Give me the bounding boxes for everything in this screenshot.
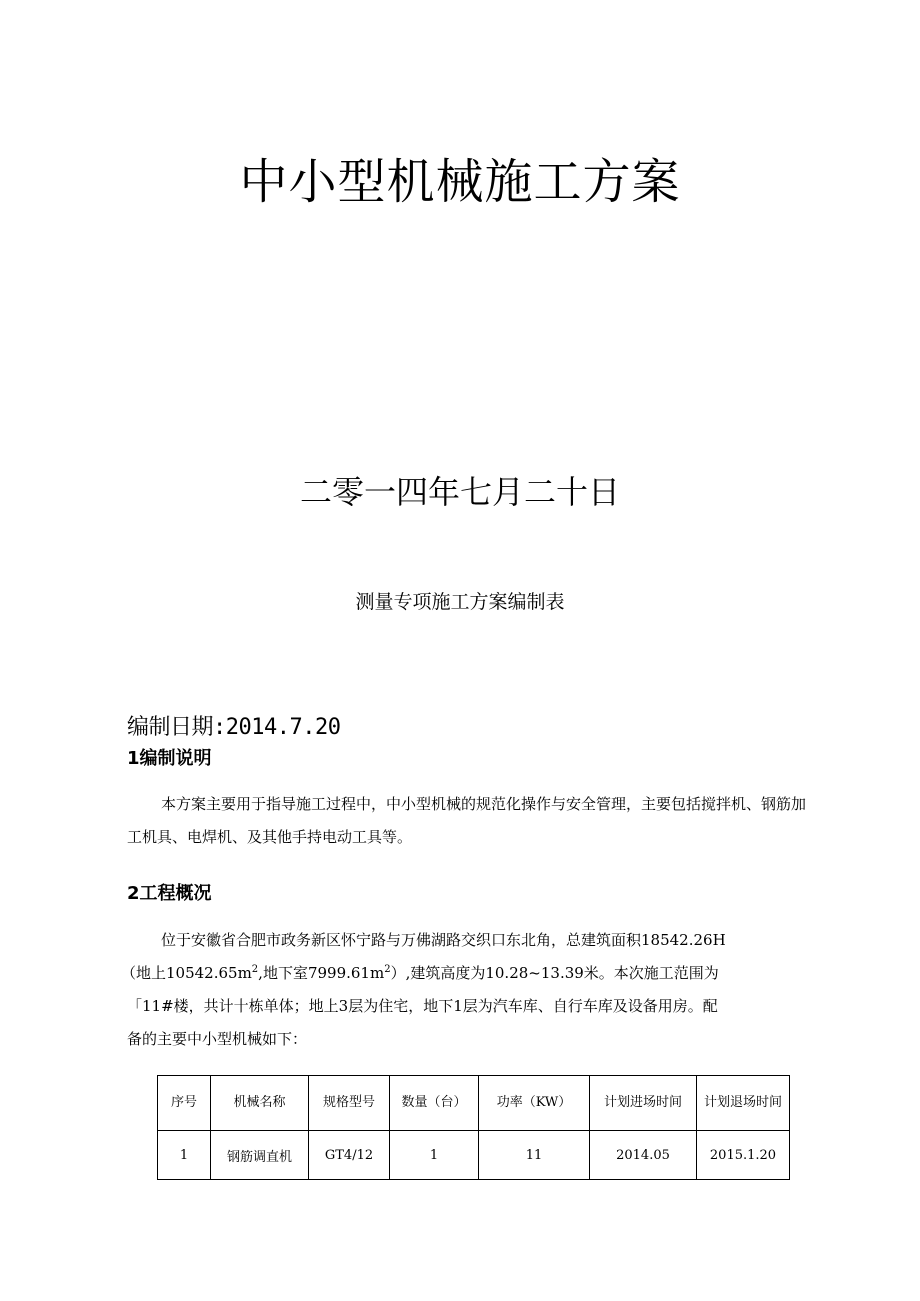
table-header-cell: 序号	[158, 1076, 211, 1131]
section-2-line-4: 备的主要中小型机械如下：	[127, 1030, 308, 1048]
compile-date-value: 2014.7.20	[225, 715, 341, 740]
section-1-heading: 1编制说明	[127, 748, 212, 769]
section-2-line-1: 位于安徽省合肥市政务新区怀宁路与万佛湖路交织口东北角，总建筑面积18542.26H	[161, 931, 726, 949]
table-header-cell: 功率（KW）	[479, 1076, 590, 1131]
document-title: 中小型机械施工方案	[239, 154, 681, 210]
table-header-row	[158, 1076, 790, 1131]
cover-date: 二零一四年七月二十日	[299, 473, 620, 511]
table-cell: 钢筋调直机	[211, 1131, 309, 1180]
table-cell: 11	[479, 1131, 590, 1180]
document-subtitle: 测量专项施工方案编制表	[355, 591, 565, 613]
table-cell: 2014.05	[590, 1131, 697, 1180]
section-1-paragraph: 本方案主要用于指导施工过程中，中小型机械的规范化操作与安全管理，主要包括搅拌机、钢筋加工机具、电焊机、及其他手持电动工具等。	[127, 795, 807, 846]
section-2-line-3: 「11#楼，共计十栋单体；地上3层为住宅，地下1层为汽车库、自行车库及设备用房。配	[127, 997, 718, 1015]
table-header-cell: 数量（台）	[390, 1076, 479, 1131]
table-header-cell: 规格型号	[309, 1076, 390, 1131]
machinery-table	[157, 1075, 790, 1180]
section-2-heading: 2工程概况	[127, 883, 212, 904]
table-header-cell: 机械名称	[211, 1076, 309, 1131]
compile-date-label: 编制日期:	[127, 715, 226, 740]
table-cell: 2015.1.20	[697, 1131, 790, 1180]
section-2-line-2: （地上$10542.65m^2$,地下室$7999.61m^2$）,建筑高度为10.28~13.39米。本次施工范围为	[121, 964, 719, 982]
table-header-cell: 计划进场时间	[590, 1076, 697, 1131]
table-row	[158, 1131, 790, 1180]
compile-date	[127, 712, 340, 744]
table-cell: GT4/12	[309, 1131, 390, 1180]
table-header-cell: 计划退场时间	[697, 1076, 790, 1131]
section-2-paragraph	[121, 924, 807, 1056]
table-cell: 1	[158, 1131, 211, 1180]
table-cell: 1	[390, 1131, 479, 1180]
